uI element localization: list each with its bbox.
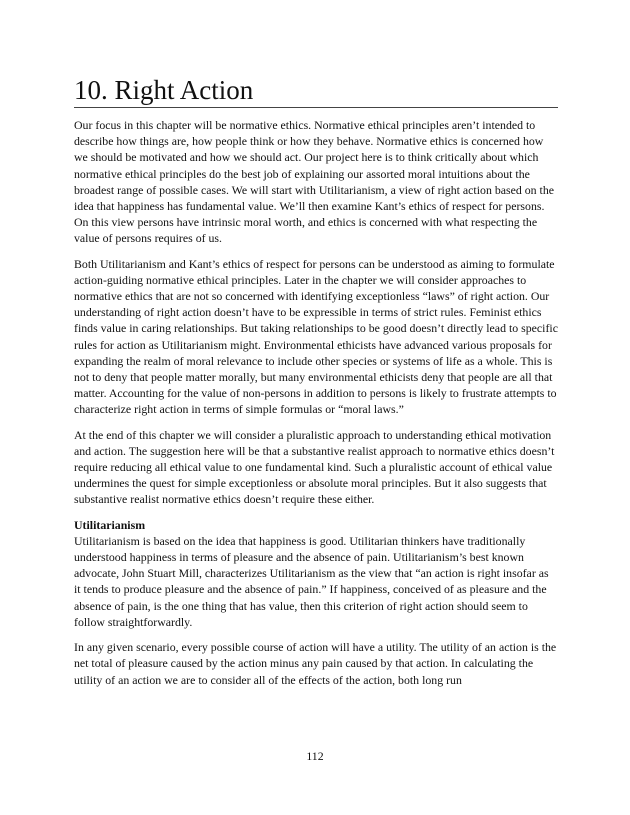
page-number: 112 — [306, 749, 324, 763]
paragraph-intro-2: Both Utilitarianism and Kant’s ethics of respect for persons can be understood as aiming to formulate action-guiding normative ethical principles. Later in the chapter we will consider approaches to normative ethics that are not so concerned with identifying exceptionless “laws” of right action. Our understanding of right action doesn’t have to be expressible in terms of strict rules. Feminist ethics finds value in caring relationships. But taking relationships to be good doesn’t directly lead to specific rules for action as Utilitarianism might. Environmental ethicists have advanced various proposals for expanding the realm of moral relevance to include other species or systems of life as a whole. This is not to deny that people matter morally, but many environmental ethicists deny that people are all that matter. Accounting for the value of non-persons in addition to persons is likely to frustrate attempts to characterize right action in terms of simple formulas or “moral laws.” — [74, 256, 558, 417]
paragraph-intro-3: At the end of this chapter we will consider a pluralistic approach to understanding ethical motivation and action. The suggestion here will be that a substantive realist approach to normative ethics doesn’t require reducing all ethical value to one fundamental kind. Such a pluralistic account of ethical value undermines the quest for simple exceptionless or absolute moral principles. But it also suggests that substantive realist normative ethics doesn’t require these either. — [74, 427, 555, 507]
document-page — [74, 74, 558, 697]
section-heading-utilitarianism: Utilitarianism — [74, 517, 146, 532]
paragraph-utilitarianism-2: In any given scenario, every possible course of action will have a utility. The utility of an action is the net total of pleasure caused by the action minus any pain caused by that action. In calculating the utility of an action we are to consider all of the effects of the action, both long run — [74, 640, 557, 687]
chapter-title: 10. Right Action — [74, 74, 558, 108]
body-text — [74, 117, 558, 688]
paragraph-intro-1: Our focus in this chapter will be normative ethics. Normative ethical principles aren’t intended to describe how things are, how people think or how they behave. Normative ethics is concerned how we should be motivated and how we should act. Our project here is to think critically about which normative ethical principles do the best job of explaining our assorted moral intuitions about the broadest range of possible cases. We will start with Utilitarianism, a view of right action based on the idea that happiness has fundamental value. We’ll then examine Kant’s ethics of respect for persons. On this view persons have intrinsic moral worth, and ethics is concerned with what respecting the value of persons requires of us. — [74, 118, 555, 246]
paragraph-utilitarianism-1: Utilitarianism is based on the idea that happiness is good. Utilitarian thinkers have traditionally understood happiness in terms of pleasure and the absence of pain. Utilitarianism’s best known advocate, John Stuart Mill, characterizes Utilitarianism as the view that “an action is right insofar as it tends to produce pleasure and the absence of pain.” If happiness, conceived of as pleasure and the absence of pain, is the one thing that has value, then this criterion of right action should seem to follow straightforwardly. — [74, 533, 549, 629]
